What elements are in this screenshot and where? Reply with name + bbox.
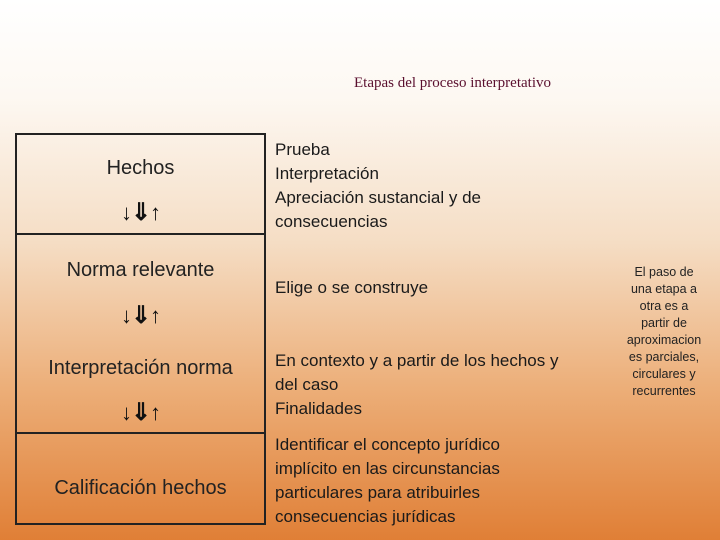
arrow-up-icon: ↑ bbox=[150, 400, 161, 425]
stage-description-norma-relevante: Elige o se construye bbox=[275, 278, 429, 297]
double-arrow-down-icon: ⇓ bbox=[130, 399, 151, 426]
double-arrow-down-icon: ⇓ bbox=[130, 199, 151, 226]
stage-label-calificacion-hechos: Calificación hechos bbox=[54, 477, 227, 499]
stage-label-interpretacion-norma: Interpretación norma bbox=[48, 357, 233, 379]
arrows-2 bbox=[17, 301, 264, 330]
stage-description-hechos: Prueba Interpretación Apreciación sustancial y de consecuencias bbox=[275, 140, 482, 231]
stage-description-interpretacion-norma: En contexto y a partir de los hechos y del caso Finalidades bbox=[275, 351, 559, 418]
stages-box bbox=[15, 133, 266, 525]
arrow-down-icon: ↓ bbox=[120, 303, 131, 328]
divider-2 bbox=[17, 432, 264, 434]
arrow-down-icon: ↓ bbox=[120, 200, 131, 225]
arrow-up-icon: ↑ bbox=[150, 200, 161, 225]
arrow-down-icon: ↓ bbox=[120, 400, 131, 425]
double-arrow-down-icon: ⇓ bbox=[130, 302, 151, 329]
stage-label-norma-relevante: Norma relevante bbox=[66, 259, 215, 281]
diagram-title: Etapas del proceso interpretativo bbox=[353, 75, 551, 91]
stage-description-calificacion-hechos: Identificar el concepto jurídico implícito en las circunstancias particulares para atribuirles consecuencias jurídicas bbox=[275, 435, 500, 526]
arrows-3 bbox=[17, 398, 264, 427]
divider-1 bbox=[17, 233, 264, 235]
arrow-up-icon: ↑ bbox=[150, 303, 161, 328]
arrows-1 bbox=[17, 198, 264, 227]
side-note: El paso de una etapa a otra es a partir de aproximacion es parciales, circulares y recurrentes bbox=[626, 265, 702, 398]
stage-label-hechos: Hechos bbox=[106, 157, 175, 179]
